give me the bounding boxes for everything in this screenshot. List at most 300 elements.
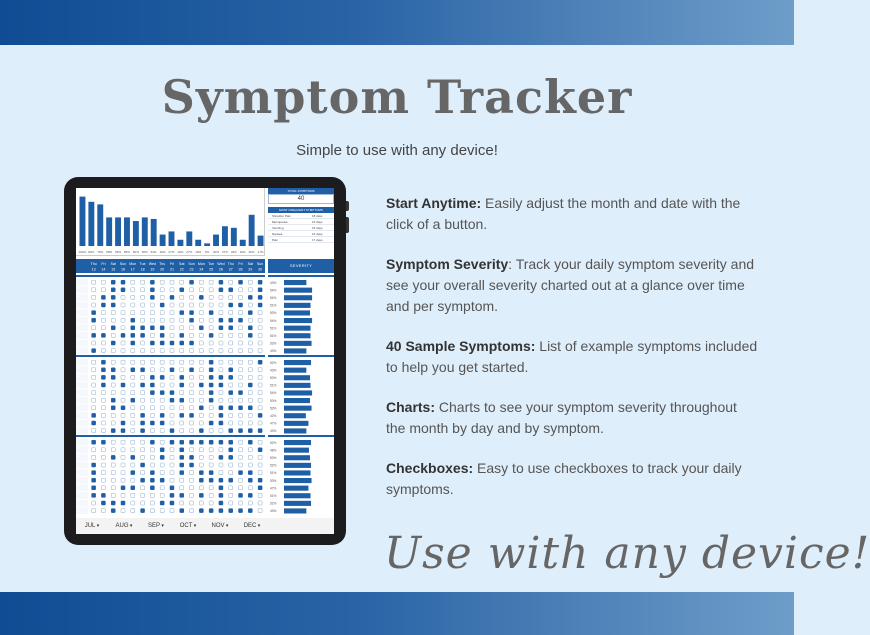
symptom-checkbox[interactable] <box>239 509 243 513</box>
symptom-checkbox[interactable] <box>209 493 213 497</box>
month-tab[interactable]: DEC ▾ <box>236 523 268 529</box>
symptom-checkbox[interactable] <box>170 493 174 497</box>
symptom-checkbox[interactable] <box>258 448 262 452</box>
symptom-checkbox[interactable] <box>219 509 223 513</box>
symptom-checkbox[interactable] <box>199 368 203 372</box>
symptom-checkbox[interactable] <box>170 463 174 467</box>
symptom-checkbox[interactable] <box>121 303 125 307</box>
symptom-checkbox[interactable] <box>229 398 233 402</box>
symptom-checkbox[interactable] <box>180 501 184 505</box>
symptom-checkbox[interactable] <box>199 303 203 307</box>
month-tab[interactable]: OCT ▾ <box>172 523 204 529</box>
symptom-checkbox[interactable] <box>170 391 174 395</box>
symptom-checkbox[interactable] <box>180 463 184 467</box>
symptom-checkbox[interactable] <box>219 398 223 402</box>
symptom-checkbox[interactable] <box>190 486 194 490</box>
symptom-checkbox[interactable] <box>209 318 213 322</box>
symptom-checkbox[interactable] <box>219 448 223 452</box>
symptom-checkbox[interactable] <box>101 318 105 322</box>
symptom-checkbox[interactable] <box>190 493 194 497</box>
symptom-checkbox[interactable] <box>92 493 96 497</box>
symptom-checkbox[interactable] <box>111 295 115 299</box>
symptom-checkbox[interactable] <box>180 375 184 379</box>
symptom-checkbox[interactable] <box>131 486 135 490</box>
symptom-checkbox[interactable] <box>239 280 243 284</box>
symptom-checkbox[interactable] <box>170 303 174 307</box>
symptom-checkbox[interactable] <box>141 288 145 292</box>
symptom-checkbox[interactable] <box>199 295 203 299</box>
month-tab[interactable]: SEP ▾ <box>140 523 172 529</box>
symptom-checkbox[interactable] <box>141 421 145 425</box>
symptom-checkbox[interactable] <box>160 429 164 433</box>
symptom-checkbox[interactable] <box>258 311 262 315</box>
symptom-checkbox[interactable] <box>239 398 243 402</box>
symptom-checkbox[interactable] <box>101 349 105 353</box>
symptom-checkbox[interactable] <box>160 333 164 337</box>
symptom-checkbox[interactable] <box>239 429 243 433</box>
symptom-checkbox[interactable] <box>180 280 184 284</box>
symptom-checkbox[interactable] <box>141 383 145 387</box>
symptom-checkbox[interactable] <box>150 318 154 322</box>
symptom-checkbox[interactable] <box>199 509 203 513</box>
symptom-checkbox[interactable] <box>170 501 174 505</box>
symptom-checkbox[interactable] <box>219 333 223 337</box>
symptom-checkbox[interactable] <box>111 413 115 417</box>
month-tab[interactable]: NOV ▾ <box>204 523 236 529</box>
symptom-checkbox[interactable] <box>92 326 96 330</box>
symptom-checkbox[interactable] <box>101 501 105 505</box>
symptom-checkbox[interactable] <box>199 478 203 482</box>
symptom-checkbox[interactable] <box>190 375 194 379</box>
symptom-checkbox[interactable] <box>160 463 164 467</box>
symptom-checkbox[interactable] <box>258 463 262 467</box>
symptom-checkbox[interactable] <box>239 368 243 372</box>
symptom-checkbox[interactable] <box>199 486 203 490</box>
symptom-checkbox[interactable] <box>92 391 96 395</box>
symptom-checkbox[interactable] <box>160 303 164 307</box>
symptom-checkbox[interactable] <box>141 318 145 322</box>
symptom-checkbox[interactable] <box>229 455 233 459</box>
symptom-checkbox[interactable] <box>229 295 233 299</box>
symptom-checkbox[interactable] <box>258 368 262 372</box>
symptom-checkbox[interactable] <box>239 486 243 490</box>
symptom-checkbox[interactable] <box>92 429 96 433</box>
symptom-checkbox[interactable] <box>190 509 194 513</box>
symptom-checkbox[interactable] <box>111 288 115 292</box>
symptom-checkbox[interactable] <box>111 455 115 459</box>
symptom-checkbox[interactable] <box>248 326 252 330</box>
symptom-checkbox[interactable] <box>229 421 233 425</box>
symptom-checkbox[interactable] <box>141 455 145 459</box>
symptom-checkbox[interactable] <box>170 326 174 330</box>
symptom-checkbox[interactable] <box>190 406 194 410</box>
symptom-checkbox[interactable] <box>150 440 154 444</box>
symptom-checkbox[interactable] <box>141 303 145 307</box>
symptom-checkbox[interactable] <box>170 288 174 292</box>
symptom-checkbox[interactable] <box>111 311 115 315</box>
symptom-checkbox[interactable] <box>150 360 154 364</box>
symptom-checkbox[interactable] <box>180 318 184 322</box>
symptom-checkbox[interactable] <box>150 349 154 353</box>
symptom-checkbox[interactable] <box>160 440 164 444</box>
symptom-checkbox[interactable] <box>209 303 213 307</box>
symptom-checkbox[interactable] <box>248 413 252 417</box>
symptom-checkbox[interactable] <box>160 478 164 482</box>
symptom-checkbox[interactable] <box>248 333 252 337</box>
symptom-checkbox[interactable] <box>258 295 262 299</box>
symptom-checkbox[interactable] <box>199 455 203 459</box>
symptom-checkbox[interactable] <box>180 455 184 459</box>
symptom-checkbox[interactable] <box>150 341 154 345</box>
symptom-checkbox[interactable] <box>229 318 233 322</box>
symptom-checkbox[interactable] <box>150 280 154 284</box>
symptom-checkbox[interactable] <box>121 349 125 353</box>
symptom-checkbox[interactable] <box>229 448 233 452</box>
symptom-checkbox[interactable] <box>239 360 243 364</box>
symptom-checkbox[interactable] <box>150 333 154 337</box>
symptom-checkbox[interactable] <box>170 486 174 490</box>
symptom-checkbox[interactable] <box>111 463 115 467</box>
symptom-checkbox[interactable] <box>150 501 154 505</box>
symptom-checkbox[interactable] <box>190 341 194 345</box>
symptom-checkbox[interactable] <box>101 413 105 417</box>
symptom-checkbox[interactable] <box>199 398 203 402</box>
symptom-checkbox[interactable] <box>258 493 262 497</box>
symptom-checkbox[interactable] <box>141 360 145 364</box>
symptom-checkbox[interactable] <box>239 493 243 497</box>
symptom-checkbox[interactable] <box>248 486 252 490</box>
symptom-checkbox[interactable] <box>150 448 154 452</box>
symptom-checkbox[interactable] <box>258 413 262 417</box>
symptom-checkbox[interactable] <box>229 501 233 505</box>
symptom-checkbox[interactable] <box>160 311 164 315</box>
symptom-checkbox[interactable] <box>92 421 96 425</box>
symptom-checkbox[interactable] <box>229 383 233 387</box>
symptom-checkbox[interactable] <box>258 341 262 345</box>
symptom-checkbox[interactable] <box>180 398 184 402</box>
symptom-checkbox[interactable] <box>199 406 203 410</box>
symptom-checkbox[interactable] <box>121 375 125 379</box>
symptom-checkbox[interactable] <box>229 413 233 417</box>
symptom-checkbox[interactable] <box>180 440 184 444</box>
symptom-checkbox[interactable] <box>180 360 184 364</box>
symptom-checkbox[interactable] <box>131 455 135 459</box>
symptom-checkbox[interactable] <box>101 398 105 402</box>
symptom-checkbox[interactable] <box>170 413 174 417</box>
symptom-checkbox[interactable] <box>209 440 213 444</box>
symptom-checkbox[interactable] <box>141 509 145 513</box>
symptom-checkbox[interactable] <box>131 501 135 505</box>
symptom-checkbox[interactable] <box>92 398 96 402</box>
symptom-checkbox[interactable] <box>131 360 135 364</box>
symptom-checkbox[interactable] <box>258 326 262 330</box>
symptom-checkbox[interactable] <box>141 463 145 467</box>
symptom-checkbox[interactable] <box>131 303 135 307</box>
symptom-checkbox[interactable] <box>180 493 184 497</box>
symptom-checkbox[interactable] <box>141 486 145 490</box>
symptom-checkbox[interactable] <box>258 288 262 292</box>
symptom-checkbox[interactable] <box>141 398 145 402</box>
symptom-checkbox[interactable] <box>150 375 154 379</box>
symptom-checkbox[interactable] <box>190 421 194 425</box>
symptom-checkbox[interactable] <box>219 406 223 410</box>
symptom-checkbox[interactable] <box>92 333 96 337</box>
symptom-checkbox[interactable] <box>199 413 203 417</box>
symptom-checkbox[interactable] <box>248 280 252 284</box>
symptom-checkbox[interactable] <box>219 311 223 315</box>
symptom-checkbox[interactable] <box>150 421 154 425</box>
symptom-checkbox[interactable] <box>160 493 164 497</box>
symptom-checkbox[interactable] <box>258 509 262 513</box>
symptom-checkbox[interactable] <box>150 368 154 372</box>
symptom-checkbox[interactable] <box>248 429 252 433</box>
symptom-checkbox[interactable] <box>258 360 262 364</box>
symptom-checkbox[interactable] <box>180 333 184 337</box>
symptom-checkbox[interactable] <box>101 463 105 467</box>
symptom-checkbox[interactable] <box>92 375 96 379</box>
symptom-checkbox[interactable] <box>209 501 213 505</box>
symptom-checkbox[interactable] <box>160 326 164 330</box>
symptom-checkbox[interactable] <box>131 413 135 417</box>
symptom-checkbox[interactable] <box>160 421 164 425</box>
symptom-checkbox[interactable] <box>141 333 145 337</box>
symptom-checkbox[interactable] <box>239 413 243 417</box>
symptom-checkbox[interactable] <box>121 406 125 410</box>
symptom-checkbox[interactable] <box>131 288 135 292</box>
symptom-checkbox[interactable] <box>239 391 243 395</box>
symptom-checkbox[interactable] <box>239 303 243 307</box>
symptom-checkbox[interactable] <box>121 413 125 417</box>
symptom-checkbox[interactable] <box>170 333 174 337</box>
symptom-checkbox[interactable] <box>141 471 145 475</box>
symptom-checkbox[interactable] <box>121 493 125 497</box>
symptom-checkbox[interactable] <box>248 341 252 345</box>
symptom-checkbox[interactable] <box>92 509 96 513</box>
symptom-checkbox[interactable] <box>101 375 105 379</box>
symptom-checkbox[interactable] <box>111 391 115 395</box>
symptom-checkbox[interactable] <box>131 295 135 299</box>
symptom-checkbox[interactable] <box>199 349 203 353</box>
symptom-checkbox[interactable] <box>199 501 203 505</box>
symptom-checkbox[interactable] <box>180 341 184 345</box>
symptom-checkbox[interactable] <box>131 448 135 452</box>
symptom-checkbox[interactable] <box>111 478 115 482</box>
symptom-checkbox[interactable] <box>190 333 194 337</box>
symptom-checkbox[interactable] <box>190 349 194 353</box>
symptom-checkbox[interactable] <box>248 295 252 299</box>
symptom-checkbox[interactable] <box>239 349 243 353</box>
symptom-checkbox[interactable] <box>190 391 194 395</box>
symptom-checkbox[interactable] <box>239 478 243 482</box>
symptom-checkbox[interactable] <box>121 463 125 467</box>
symptom-checkbox[interactable] <box>219 326 223 330</box>
symptom-checkbox[interactable] <box>92 406 96 410</box>
symptom-checkbox[interactable] <box>258 375 262 379</box>
symptom-checkbox[interactable] <box>141 368 145 372</box>
symptom-checkbox[interactable] <box>101 440 105 444</box>
symptom-checkbox[interactable] <box>229 349 233 353</box>
symptom-checkbox[interactable] <box>111 501 115 505</box>
symptom-checkbox[interactable] <box>101 326 105 330</box>
symptom-checkbox[interactable] <box>92 471 96 475</box>
symptom-checkbox[interactable] <box>248 471 252 475</box>
symptom-checkbox[interactable] <box>160 455 164 459</box>
symptom-checkbox[interactable] <box>190 360 194 364</box>
symptom-checkbox[interactable] <box>121 429 125 433</box>
symptom-checkbox[interactable] <box>248 448 252 452</box>
symptom-checkbox[interactable] <box>209 349 213 353</box>
symptom-checkbox[interactable] <box>101 368 105 372</box>
symptom-checkbox[interactable] <box>209 391 213 395</box>
symptom-checkbox[interactable] <box>199 429 203 433</box>
symptom-checkbox[interactable] <box>160 391 164 395</box>
symptom-checkbox[interactable] <box>141 349 145 353</box>
symptom-checkbox[interactable] <box>199 391 203 395</box>
symptom-checkbox[interactable] <box>209 288 213 292</box>
symptom-checkbox[interactable] <box>209 341 213 345</box>
symptom-checkbox[interactable] <box>160 318 164 322</box>
symptom-checkbox[interactable] <box>121 383 125 387</box>
symptom-checkbox[interactable] <box>170 311 174 315</box>
symptom-checkbox[interactable] <box>229 478 233 482</box>
symptom-checkbox[interactable] <box>180 509 184 513</box>
symptom-checkbox[interactable] <box>150 413 154 417</box>
symptom-checkbox[interactable] <box>239 375 243 379</box>
symptom-checkbox[interactable] <box>209 471 213 475</box>
symptom-checkbox[interactable] <box>121 341 125 345</box>
symptom-checkbox[interactable] <box>131 280 135 284</box>
symptom-checkbox[interactable] <box>111 333 115 337</box>
symptom-checkbox[interactable] <box>101 303 105 307</box>
symptom-checkbox[interactable] <box>111 318 115 322</box>
symptom-checkbox[interactable] <box>170 318 174 322</box>
symptom-checkbox[interactable] <box>219 486 223 490</box>
symptom-checkbox[interactable] <box>131 429 135 433</box>
symptom-checkbox[interactable] <box>111 303 115 307</box>
symptom-checkbox[interactable] <box>229 471 233 475</box>
symptom-checkbox[interactable] <box>248 398 252 402</box>
symptom-checkbox[interactable] <box>150 398 154 402</box>
symptom-checkbox[interactable] <box>101 406 105 410</box>
symptom-checkbox[interactable] <box>219 288 223 292</box>
symptom-checkbox[interactable] <box>92 280 96 284</box>
symptom-checkbox[interactable] <box>239 406 243 410</box>
symptom-checkbox[interactable] <box>131 326 135 330</box>
symptom-checkbox[interactable] <box>111 471 115 475</box>
symptom-checkbox[interactable] <box>170 448 174 452</box>
symptom-checkbox[interactable] <box>258 429 262 433</box>
symptom-checkbox[interactable] <box>180 429 184 433</box>
symptom-checkbox[interactable] <box>121 368 125 372</box>
symptom-checkbox[interactable] <box>258 501 262 505</box>
symptom-checkbox[interactable] <box>219 455 223 459</box>
symptom-checkbox[interactable] <box>180 448 184 452</box>
symptom-checkbox[interactable] <box>121 360 125 364</box>
symptom-checkbox[interactable] <box>170 295 174 299</box>
symptom-checkbox[interactable] <box>229 280 233 284</box>
symptom-checkbox[interactable] <box>111 341 115 345</box>
symptom-checkbox[interactable] <box>219 501 223 505</box>
symptom-checkbox[interactable] <box>239 341 243 345</box>
symptom-checkbox[interactable] <box>170 280 174 284</box>
symptom-checkbox[interactable] <box>150 463 154 467</box>
symptom-checkbox[interactable] <box>111 486 115 490</box>
symptom-checkbox[interactable] <box>209 280 213 284</box>
symptom-checkbox[interactable] <box>229 333 233 337</box>
symptom-checkbox[interactable] <box>121 288 125 292</box>
symptom-checkbox[interactable] <box>209 509 213 513</box>
symptom-checkbox[interactable] <box>229 288 233 292</box>
symptom-checkbox[interactable] <box>190 429 194 433</box>
symptom-checkbox[interactable] <box>229 391 233 395</box>
symptom-checkbox[interactable] <box>150 295 154 299</box>
symptom-checkbox[interactable] <box>160 349 164 353</box>
symptom-checkbox[interactable] <box>248 391 252 395</box>
symptom-checkbox[interactable] <box>190 303 194 307</box>
symptom-checkbox[interactable] <box>229 360 233 364</box>
symptom-checkbox[interactable] <box>199 311 203 315</box>
symptom-checkbox[interactable] <box>160 341 164 345</box>
symptom-checkbox[interactable] <box>160 406 164 410</box>
symptom-checkbox[interactable] <box>219 303 223 307</box>
symptom-checkbox[interactable] <box>219 295 223 299</box>
symptom-checkbox[interactable] <box>170 375 174 379</box>
symptom-checkbox[interactable] <box>111 368 115 372</box>
symptom-checkbox[interactable] <box>101 333 105 337</box>
symptom-checkbox[interactable] <box>258 440 262 444</box>
symptom-checkbox[interactable] <box>160 413 164 417</box>
symptom-checkbox[interactable] <box>219 383 223 387</box>
symptom-checkbox[interactable] <box>239 311 243 315</box>
symptom-checkbox[interactable] <box>131 421 135 425</box>
symptom-checkbox[interactable] <box>101 429 105 433</box>
symptom-checkbox[interactable] <box>92 341 96 345</box>
symptom-checkbox[interactable] <box>239 501 243 505</box>
symptom-checkbox[interactable] <box>219 318 223 322</box>
symptom-checkbox[interactable] <box>160 360 164 364</box>
symptom-checkbox[interactable] <box>229 326 233 330</box>
symptom-checkbox[interactable] <box>121 326 125 330</box>
symptom-checkbox[interactable] <box>101 455 105 459</box>
symptom-checkbox[interactable] <box>141 341 145 345</box>
symptom-checkbox[interactable] <box>150 391 154 395</box>
symptom-checkbox[interactable] <box>121 421 125 425</box>
symptom-checkbox[interactable] <box>190 478 194 482</box>
symptom-checkbox[interactable] <box>248 455 252 459</box>
symptom-checkbox[interactable] <box>229 429 233 433</box>
symptom-checkbox[interactable] <box>170 471 174 475</box>
symptom-checkbox[interactable] <box>239 448 243 452</box>
symptom-checkbox[interactable] <box>101 383 105 387</box>
symptom-checkbox[interactable] <box>92 463 96 467</box>
symptom-checkbox[interactable] <box>92 455 96 459</box>
symptom-checkbox[interactable] <box>92 288 96 292</box>
symptom-checkbox[interactable] <box>92 303 96 307</box>
symptom-checkbox[interactable] <box>141 493 145 497</box>
month-tab[interactable]: JUL ▾ <box>76 523 108 529</box>
symptom-checkbox[interactable] <box>209 375 213 379</box>
symptom-checkbox[interactable] <box>209 326 213 330</box>
symptom-checkbox[interactable] <box>229 440 233 444</box>
symptom-checkbox[interactable] <box>150 455 154 459</box>
symptom-checkbox[interactable] <box>160 368 164 372</box>
symptom-checkbox[interactable] <box>258 455 262 459</box>
symptom-checkbox[interactable] <box>101 295 105 299</box>
symptom-checkbox[interactable] <box>92 486 96 490</box>
symptom-checkbox[interactable] <box>190 280 194 284</box>
symptom-checkbox[interactable] <box>111 406 115 410</box>
symptom-checkbox[interactable] <box>92 383 96 387</box>
